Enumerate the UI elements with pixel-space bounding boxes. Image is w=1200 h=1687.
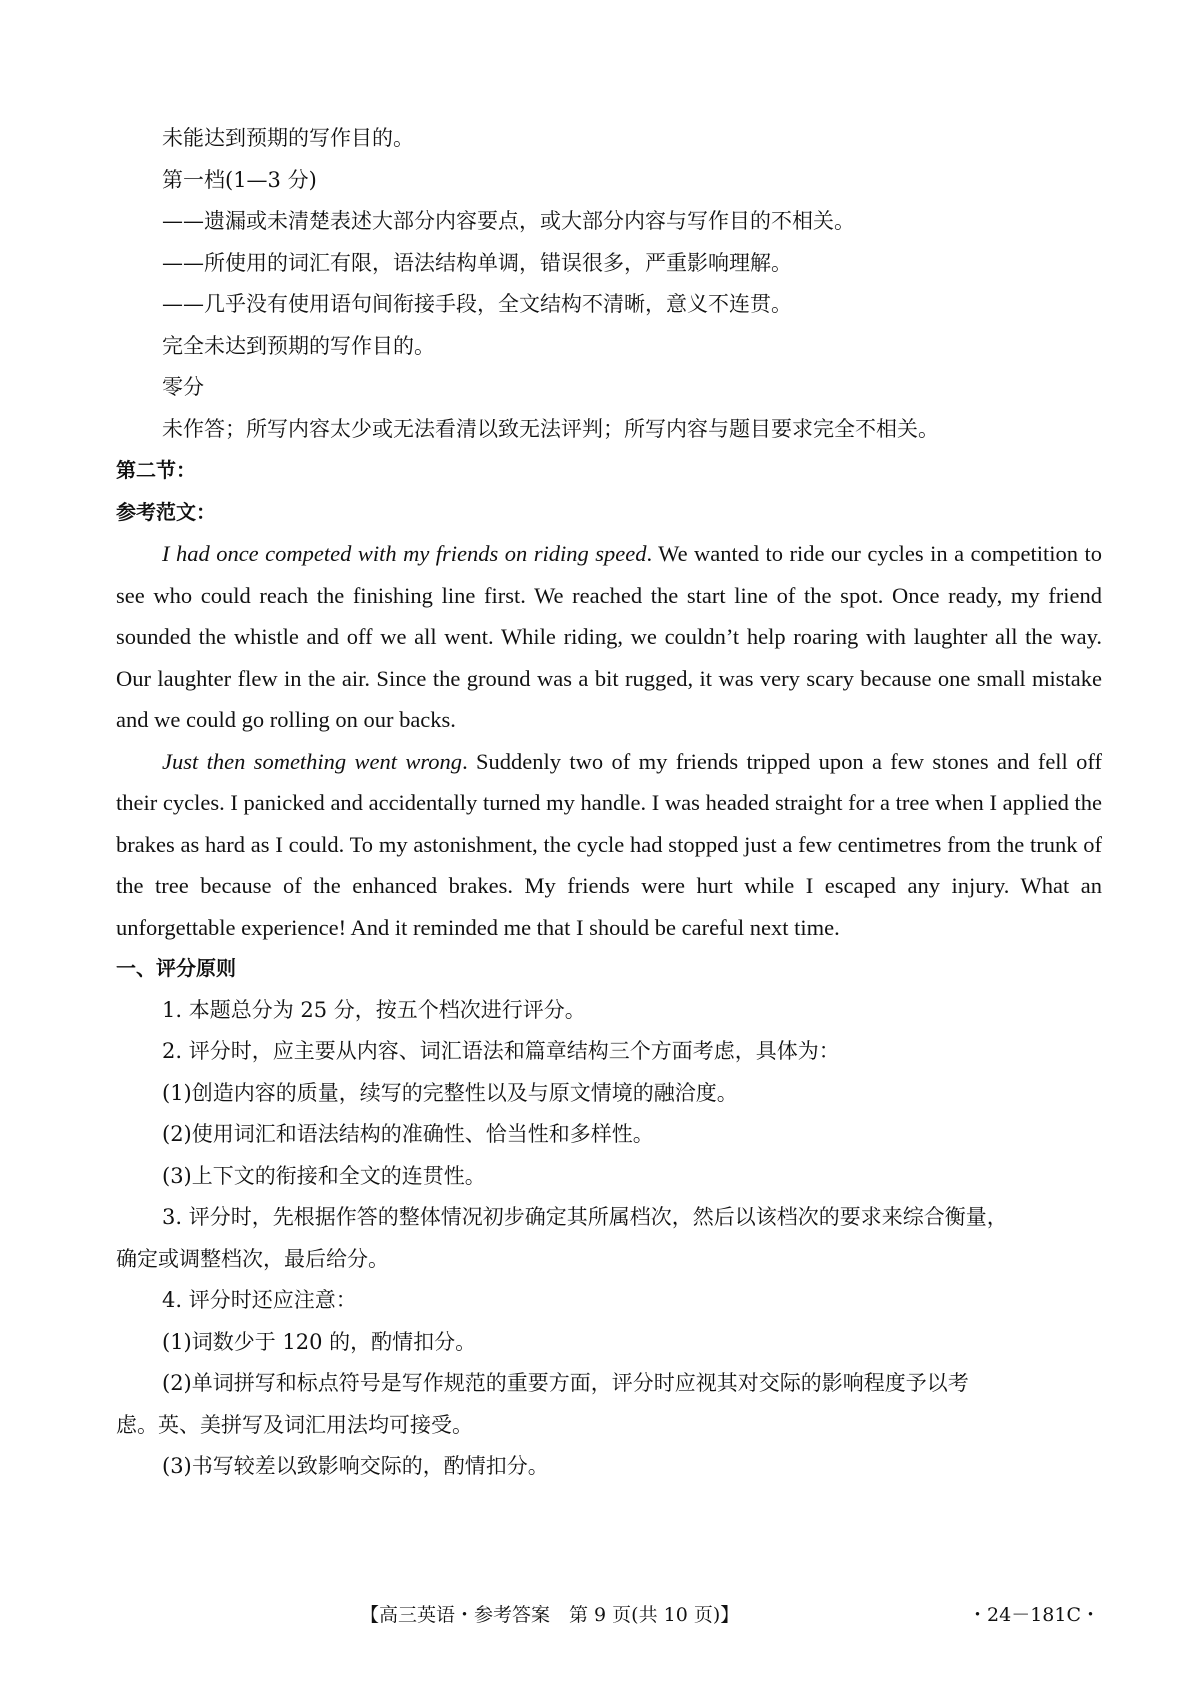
principle-subitem: (1)创造内容的质量，续写的完整性以及与原文情境的融洽度。 — [162, 1080, 738, 1105]
essay-body-1: . We wanted to ride our cycles in a competition to see who could reach the finishing line first. We reached the start line of the spot. Once ready, my friend sounded the whistle and off we all went. While riding, we couldn’t help roaring with laughter all the way. Our laughter flew in the air. Since the ground was a bit rugged, it was very scary because one small mistake and we could go rolling on our backs. — [116, 541, 1102, 732]
page-content — [116, 118, 1102, 1488]
zero-grade-criterion: 未作答；所写内容太少或无法看清以致无法评判；所写内容与题目要求完全不相关。 — [162, 416, 939, 441]
principle-item: 4. 评分时还应注意： — [162, 1288, 357, 1312]
grade-criterion: ——几乎没有使用语句间衔接手段，全文结构不清晰，意义不连贯。 — [162, 292, 792, 316]
principle-subitem-continuation: 虑。英、美拼写及词汇用法均可接受。 — [116, 1412, 473, 1437]
footer-page-info: 【高三英语・参考答案 第 9 页(共 10 页)】 — [360, 1604, 740, 1626]
grade-criterion: ——遗漏或未清楚表述大部分内容要点，或大部分内容与写作目的不相关。 — [162, 209, 855, 233]
principle-item: 3. 评分时，先根据作答的整体情况初步确定其所属档次，然后以该档次的要求来综合衡量， — [162, 1205, 1008, 1229]
principle-subitem: (2)使用词汇和语法结构的准确性、恰当性和多样性。 — [162, 1122, 654, 1146]
principle-item: 1. 本题总分为 25 分，按五个档次进行评分。 — [162, 997, 586, 1022]
principle-subitem: (3)上下文的衔接和全文的连贯性。 — [162, 1163, 486, 1188]
essay-lead-sentence-2: Just then something went wrong — [162, 748, 463, 774]
principle-item-continuation: 确定或调整档次，最后给分。 — [116, 1246, 389, 1271]
principle-item: 2. 评分时，应主要从内容、词汇语法和篇章结构三个方面考虑，具体为： — [162, 1039, 840, 1063]
footer-document-code: ・24－181C・ — [968, 1604, 1100, 1626]
essay-paragraph-1 — [116, 533, 1102, 741]
zero-grade-heading: 零分 — [162, 375, 204, 399]
principle-subitem: (2)单词拼写和标点符号是写作规范的重要方面，评分时应视其对交际的影响程度予以考 — [162, 1371, 969, 1395]
page-footer — [0, 1600, 1200, 1630]
essay-paragraph-2 — [116, 741, 1102, 949]
essay-heading: 参考范文： — [116, 499, 216, 524]
principle-subitem: (1)词数少于 120 的，酌情扣分。 — [162, 1329, 477, 1354]
essay-body-2: . Suddenly two of my friends tripped upon a few stones and fell off their cycles. I panicked and accidentally turned my handle. I was headed straight for a tree when I applied the brakes as hard as I could. To my astonishment, the cycle had stopped just a few centimetres from the trunk of the tree because of the enhanced brakes. My friends were hurt while I escaped any injury. What an unforgettable experience! And it reminded me that I should be careful next time. — [116, 748, 1102, 940]
grade-criterion: ——所使用的词汇有限，语法结构单调，错误很多，严重影响理解。 — [162, 250, 792, 275]
essay-lead-sentence-1: I had once competed with my friends on riding speed — [162, 541, 647, 566]
principles-heading: 一、评分原则 — [116, 956, 236, 980]
section-heading: 第二节： — [116, 458, 196, 482]
top-line: 未能达到预期的写作目的。 — [162, 126, 414, 150]
grade-heading: 第一档(1—3 分) — [162, 167, 317, 192]
principle-subitem: (3)书写较差以致影响交际的，酌情扣分。 — [162, 1454, 549, 1478]
grade-summary: 完全未达到预期的写作目的。 — [162, 333, 435, 358]
